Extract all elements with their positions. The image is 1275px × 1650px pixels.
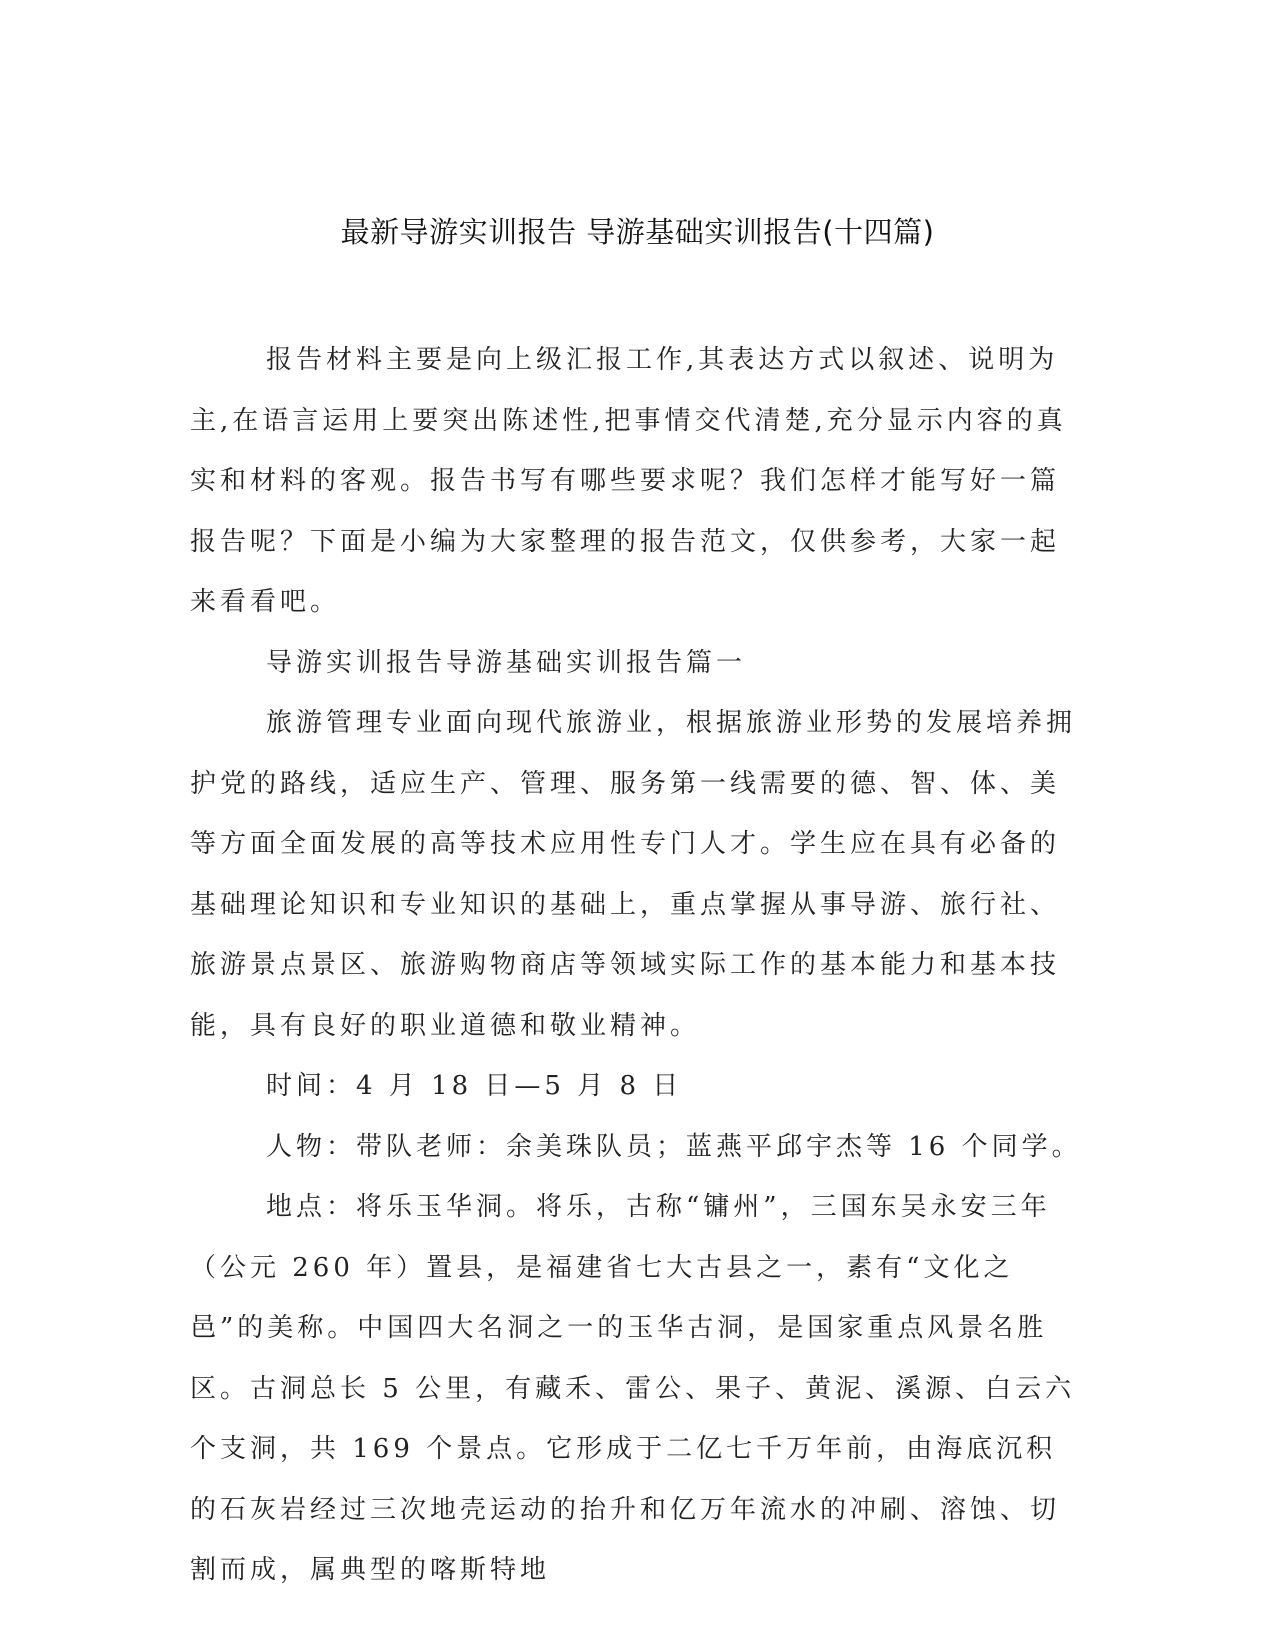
paragraph-time: 时间：4 月 18 日—5 月 8 日 <box>266 1071 683 1101</box>
paragraph-major: 旅游管理专业面向现代旅游业，根据旅游业形势的发展培养拥护党的路线，适应生产、管理、服务第一线需要的德、智、体、美等方面全面发展的高等技术应用性专门人才。学生应在具有必备的基础理论知识和专业知识的基础上，重点掌握从事导游、旅行社、旅游景点景区、旅游购物商店等领域实际工作的基本能力和基本技能，具有良好的职业道德和敬业精神。 <box>190 708 1077 1041</box>
document-title: 最新导游实训报告 导游基础实训报告(十四篇) <box>340 215 935 249</box>
paragraph-people: 人物：带队老师：余美珠队员；蓝燕平邱宇杰等 16 个同学。 <box>266 1131 1082 1162</box>
paragraph-intro: 报告材料主要是向上级汇报工作,其表达方式以叙述、说明为主,在语言运用上要突出陈述性,把事情交代清楚,充分显示内容的真实和材料的客观。报告书写有哪些要求呢？我们怎样才能写好一篇报告呢？下面是小编为大家整理的报告范文，仅供参考，大家一起来看看吧。 <box>190 345 1067 617</box>
document-body <box>190 330 1085 1601</box>
paragraph-location: 地点：将乐玉华洞。将乐，古称“镛州”，三国东吴永安三年（公元 260 年）置县，是福建省七大古县之一，素有“文化之邑”的美称。中国四大名洞之一的玉华古洞，是国家重点风景名胜区。古洞总长 5 公里，有藏禾、雷公、果子、黄泥、溪源、白云六个支洞，共 169 个景点。它形成于二亿七千万年前，由海底沉积的石灰岩经过三次地壳运动的抬升和亿万年流水的冲刷、溶蚀、切割而成，属典型的喀斯特地 <box>190 1192 1076 1585</box>
section-heading: 导游实训报告导游基础实训报告篇一 <box>266 647 747 678</box>
